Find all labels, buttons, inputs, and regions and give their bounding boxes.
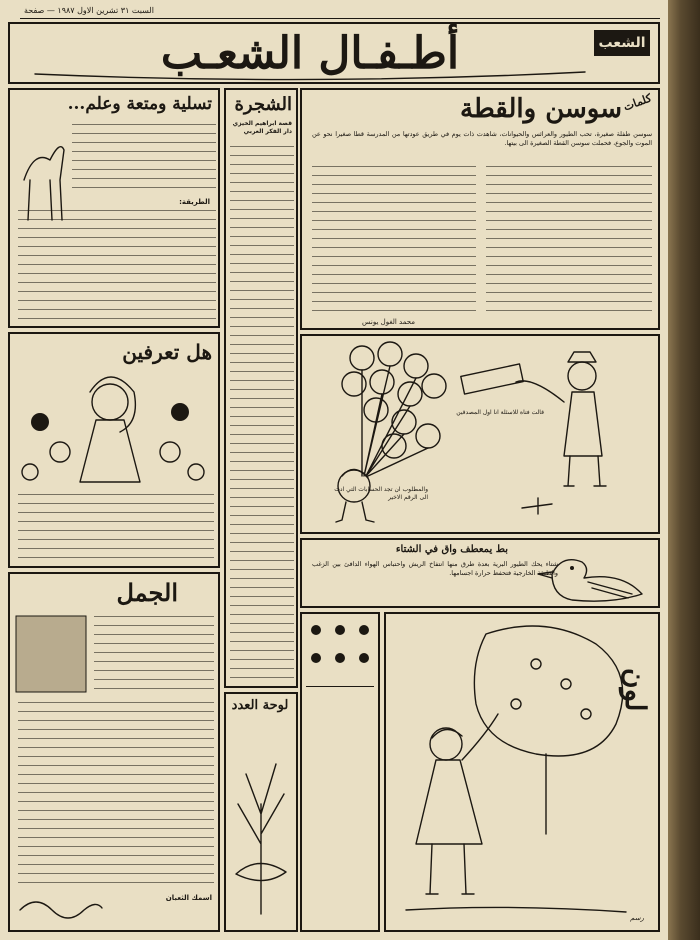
banner-title: أطـفـال الشعـب (160, 28, 460, 79)
kalimat-label: كلمات (621, 91, 654, 114)
lawwin-signature: رسم (630, 914, 644, 922)
jamal-photo-icon (14, 614, 88, 694)
jamal-footer: اسمك الثعبان (165, 894, 212, 902)
hal-tarifin-box (8, 332, 220, 568)
duck-illustration (532, 544, 652, 606)
tasliya-text-top (72, 124, 216, 194)
kalimat-title: سوسن والقطة (460, 94, 622, 124)
kalimat-story-box (300, 88, 660, 330)
lawhat-title: لوحة العدد (231, 698, 289, 713)
noah-caption: قالت فتاة للاسئلة انا اول المصدقين (456, 409, 544, 416)
lawwin-coloring-box (384, 612, 660, 932)
balloon-cluster-icon (342, 342, 446, 476)
balloons-caption: والمطلوب ان تجد الحسابات التي ادت الى الرقم الاخير (334, 486, 428, 501)
girl-flowers-illustration (10, 362, 218, 492)
banner (8, 22, 660, 84)
small-plane-icon (522, 498, 552, 514)
jamal-text-top (94, 616, 214, 696)
kalimat-text-col-left (312, 166, 476, 316)
jamal-text-body (18, 702, 214, 884)
book-binding (668, 0, 700, 940)
flowers-blank-area (306, 686, 374, 927)
shaab-logo: الشعب (594, 30, 650, 56)
date-line: السبت ٣١ تشرين الاول ١٩٨٧ — صفحة (24, 6, 154, 15)
tasliya-text-body (18, 210, 216, 322)
flower-pattern-icon (304, 618, 376, 678)
tasliya-box (8, 88, 220, 328)
date-line-bar (20, 6, 660, 19)
flowers-box (300, 612, 380, 932)
tree-bird-illustration (228, 724, 294, 924)
shajara-title: الشجرة (234, 94, 292, 115)
lawwin-title: لون (619, 668, 652, 712)
hal-title: هل تعرفين (122, 340, 212, 364)
hal-text (18, 494, 214, 562)
jamal-box (8, 572, 220, 932)
tasliya-subhead: الطريقة: (179, 198, 210, 206)
duck-text: شتاء يحك الطيور البرية بعدة طرق منها انتفاخ الريش واحتباس الهواء الدافئ بين الزغب والطبقة الخارجية فتحفظ حرارة اجسامها. (312, 560, 558, 578)
duck-box (300, 538, 660, 608)
duck-title: بط يمعطف واق في الشتاء (395, 544, 508, 555)
kalimat-byline: محمد الغول يونس (362, 318, 416, 326)
girl-apple-tree-illustration (386, 614, 658, 930)
jamal-title: الجمل (116, 578, 178, 607)
tasliya-title: تسلية ومتعة وعلم... (67, 94, 212, 114)
shajara-subtitle: قصة ابراهيم الخيزي دار الفكر العربي (232, 120, 292, 135)
shajara-story-box (224, 88, 298, 688)
kalimat-text-col-right (486, 166, 652, 316)
banner-underline-icon (30, 64, 590, 84)
lawhat-aladad-box (224, 692, 298, 932)
snake-kids-icon (16, 890, 106, 926)
kalimat-intro: سوسن طفلة صغيرة، تحب الطيور والعرائس والحيوانات، شاهدت ذات يوم في طريق عودتها من المدرسة قطا صغيرا نحو عن الموت والجوع، فحملت سوسن القطة الصغيرة الى بيتها. (312, 130, 652, 148)
shajara-text-column (230, 146, 294, 682)
puzzle-box (300, 334, 660, 534)
